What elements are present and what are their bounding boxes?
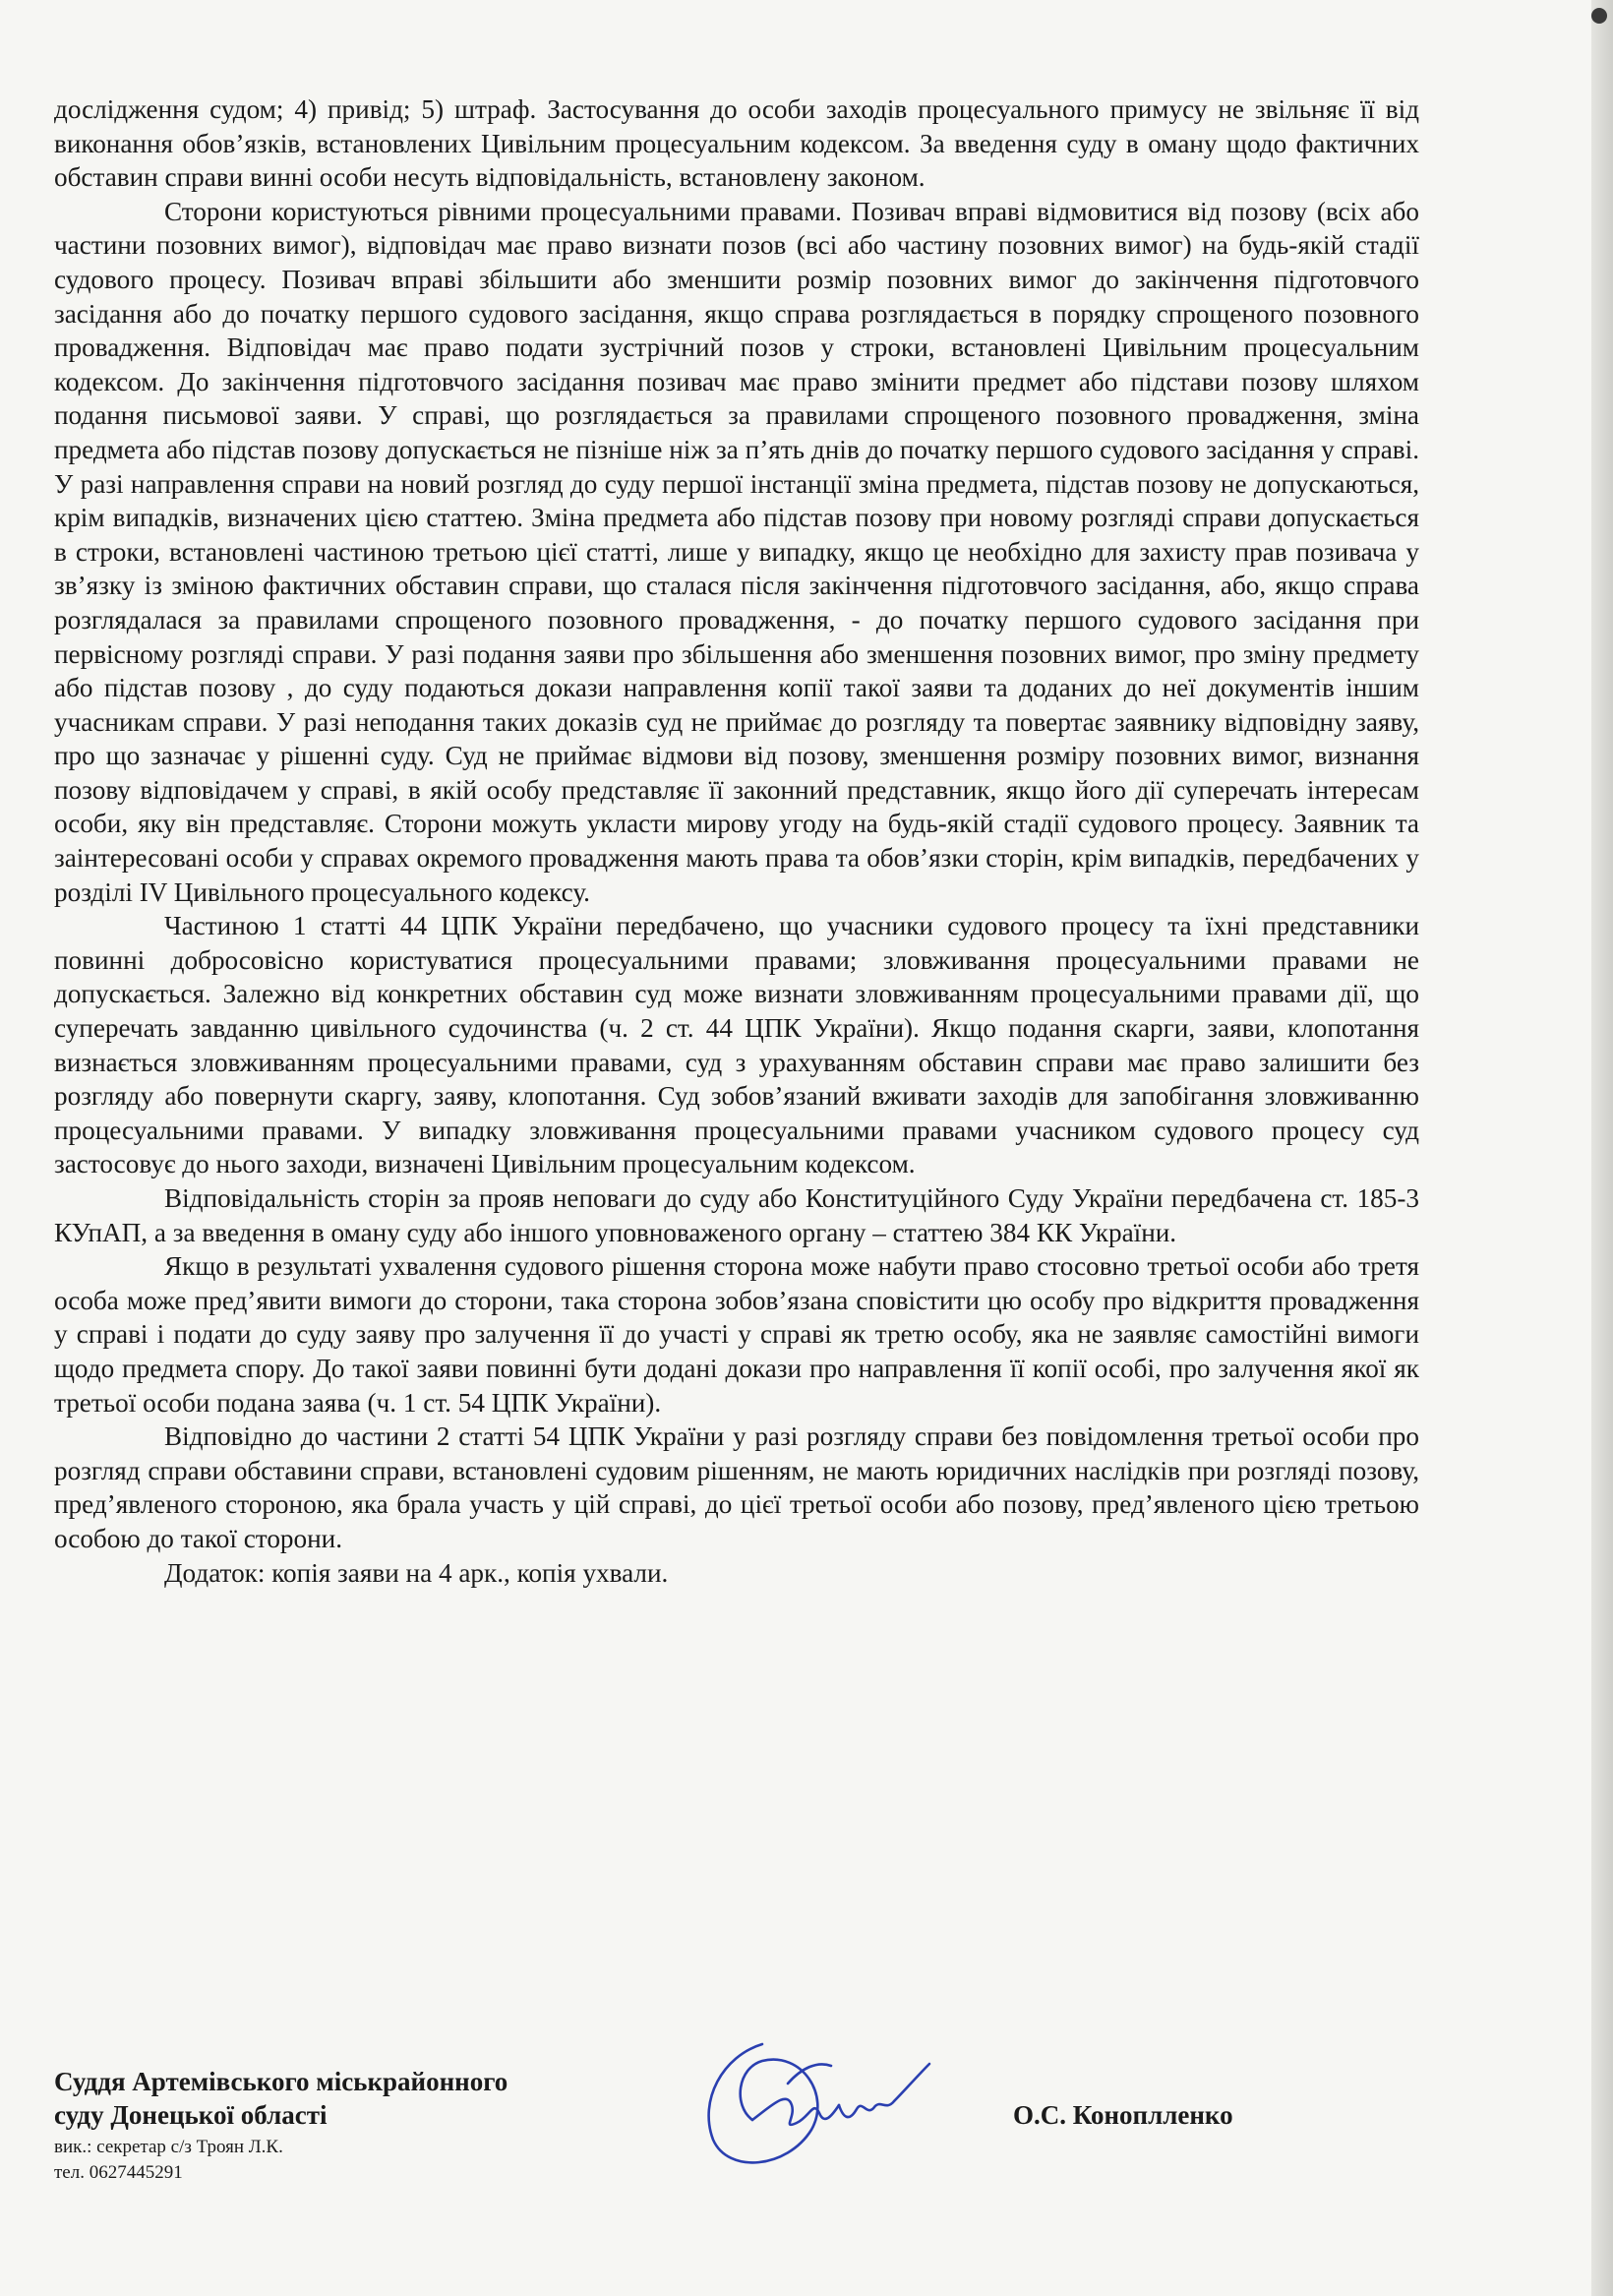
secretary-line: вик.: секретар с/з Троян Л.К. (54, 2137, 283, 2157)
judge-title-line2: суду Донецької області (54, 2100, 328, 2130)
judge-title-line1: Суддя Артемівського міськрайонного (54, 2067, 508, 2096)
judge-name: О.С. Коноплленко (1013, 2100, 1233, 2130)
paragraph-5: Якщо в результаті ухвалення судового рішення сторона може набути право стосовно третьої особи або третя особа може пред’явити вимоги до сторони, така сторона зобов’язана сповістити цю особу про відкриття провадження у справі і подати до суду заяву про залучення її до участі у справі як третю особу, яка не заявляє самостійні вимоги щодо предмета спору. До такої заяви повинні бути додані докази про направлення її копії особі, про залучення якої як третьої особи подана заява (ч. 1 ст. 54 ЦПК України). (54, 1251, 1419, 1418)
attachment-note: Додаток: копія заяви на 4 арк., копія ухвали. (164, 1557, 669, 1588)
page-edge-shadow (1591, 0, 1613, 2296)
staple-hole (1591, 8, 1607, 24)
document-body (54, 92, 1419, 1590)
handwritten-signature (693, 2007, 949, 2174)
paragraph-3: Частиною 1 статті 44 ЦПК України передбачено, що учасники судового процесу та їхні представники повинні добросовісно користуватися процесуальними правами; зловживання процесуальними правами не допускається. Залежно від конкретних обставин суд може визнати зловживанням процесуальними правами дії, що суперечать завданню цивільного судочинства (ч. 2 ст. 44 ЦПК України). Якщо подання скарги, заяви, клопотання визнається зловживанням процесуальними правами, суд з урахуванням обставин справи має право залишити без розгляду або повернути скаргу, заяву, клопотання. Суд зобов’язаний вживати заходів для запобігання зловживанню процесуальними правами. У випадку зловживання процесуальними правами учасником судового процесу суд застосовує до нього заходи, визначені Цивільним процесуальним кодексом. (54, 911, 1419, 1179)
paragraph-6: Відповідно до частини 2 статті 54 ЦПК України у разі розгляду справи без повідомлення третьої особи про розгляд справи обставини справи, встановлені судовим рішенням, не мають юридичних наслідків при розгляді позову, пред’явленого стороною, яка брала участь у цій справі, до цієї третьої особи або позову, пред’явленого цією третьою особою до такої сторони. (54, 1421, 1419, 1553)
paragraph-2: Сторони користуються рівними процесуальними правами. Позивач вправі відмовитися від позову (всіх або частини позовних вимог), відповідач має право визнати позов (всі або частину позовних вимог) на будь-якій стадії судового процесу. Позивач вправі збільшити або зменшити розмір позовних вимог до закінчення підготовчого засідання або до початку першого судового засідання, якщо справа розглядається в порядку спрощеного позовного провадження. Відповідач має право подати зустрічний позов у строки, встановлені Цивільним процесуальним кодексом. До закінчення підготовчого засідання позивач має право змінити предмет або підстави позову шляхом подання письмової заяви. У справі, що розглядається за правилами спрощеного позовного провадження, зміна предмета або підстав позову допускається не пізніше ніж за п’ять днів до початку першого судового засідання у справі. У разі направлення справи на новий розгляд до суду першої інстанції зміна предмета, підстав позову не допускаються, крім випадків, визначених цією статтею. Зміна предмета або підстав позову при новому розгляді справи допускається в строки, встановлені частиною третьою цієї статті, лише у випадку, якщо це необхідно для захисту прав позивача у зв’язку із зміною фактичних обставин справи, що сталася після закінчення підготовчого засідання, або, якщо справа розглядалася за правилами спрощеного позовного провадження, - до початку першого судового засідання при первісному розгляді справи. У разі подання заяви про збільшення або зменшення позовних вимог, про зміну предмету або підстав позову , до суду подаються докази направлення копії такої заяви та доданих до неї документів іншим учасникам справи. У разі неподання таких доказів суд не приймає до розгляду та повертає заявнику відповідну заяву, про що зазначає у рішенні суду. Суд не приймає відмови від позову, зменшення розміру позовних вимог, визнання позову відповідачем у справі, в якій особу представляє її законний представник, якщо його дії суперечать інтересам особи, яку він представляє. Сторони можуть укласти мирову угоду на будь-якій стадії судового процесу. Заявник та заінтересовані особи у справах окремого провадження мають права та обов’язки сторін, крім випадків, передбачених у розділі IV Цивільного процесуального кодексу. (54, 196, 1419, 907)
phone-line: тел. 0627445291 (54, 2162, 183, 2183)
paragraph-1: дослідження судом; 4) привід; 5) штраф. Застосування до особи заходів процесуального примусу не звільняє її від виконання обов’язків, встановлених Цивільним процесуальним кодексом. За введення суду в оману щодо фактичних обставин справи винні особи несуть відповідальність, встановлену законом. (54, 94, 1419, 193)
paragraph-4: Відповідальність сторін за прояв неповаги до суду або Конституційного Суду України передбачена ст. 185-3 КУпАП, а за введення в оману суду або іншого уповноваженого органу – статтею 384 КК України. (54, 1183, 1419, 1247)
